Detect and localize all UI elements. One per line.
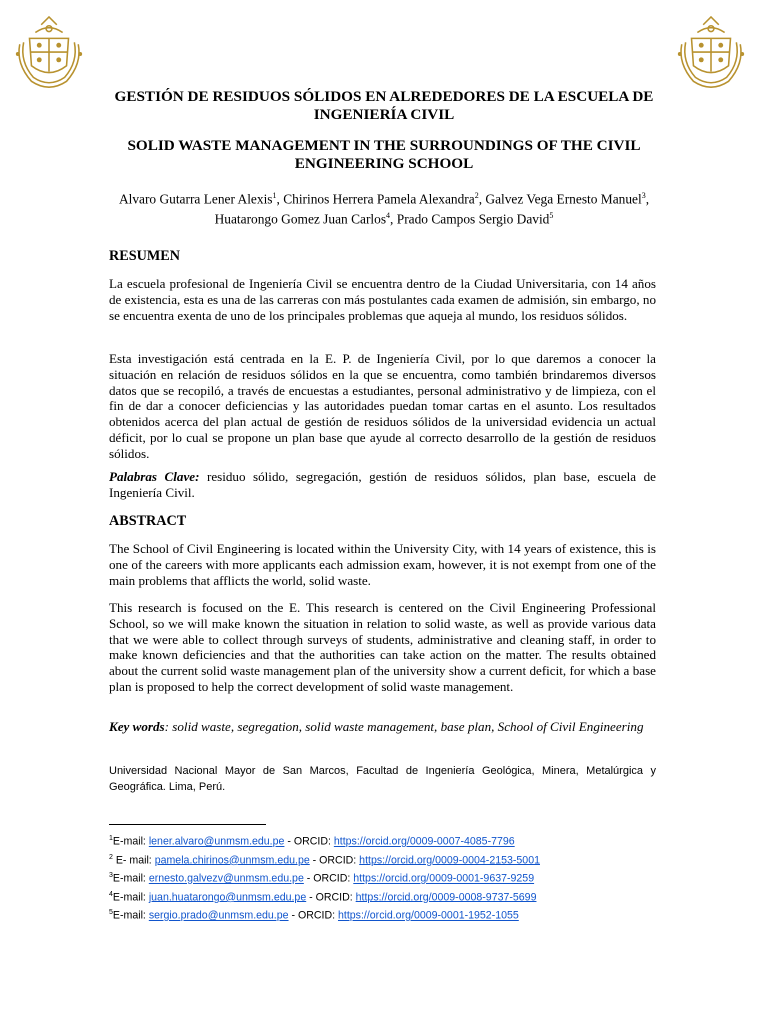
footnote-separator-text: - ORCID: [303,872,354,885]
author-ref: 5 [549,211,554,221]
footnote-list [109,831,709,924]
orcid-link[interactable]: https://orcid.org/0009-0007-4085-7796 [333,835,515,848]
key-words [109,719,656,735]
footnote-label: E-mail: [112,909,149,922]
abstract-paragraph-1: The School of Civil Engineering is located within the University City, with 14 years of existence, this is one of the careers with more applicants each admission exam, however, it is not exempt from one of the main problems that afflicts the world, solid waste. [109,541,656,588]
footnote-ref: 5 [109,909,113,917]
email-link[interactable]: lener.alvaro@unmsm.edu.pe [148,835,285,848]
university-seal-left [10,14,88,94]
footnote-separator [109,824,266,825]
footnote-ref: 4 [109,890,113,898]
footnote-label: E-mail: [112,835,149,848]
abstract-heading: ABSTRACT [109,513,187,529]
author-name: Chirinos Herrera Pamela Alexandra [283,191,475,207]
footnote-separator-text: - ORCID: [284,835,334,848]
footnote-label: E-mail: [112,891,149,904]
footnote-separator-text: - ORCID: [288,909,338,922]
author-name: Huatarongo Gomez Juan Carlos [214,211,387,227]
paper-title-english: SOLID WASTE MANAGEMENT IN THE SURROUNDINGS OF THE CIVIL ENGINEERING SCHOOL [127,137,641,172]
paper-title-spanish: GESTIÓN DE RESIDUOS SÓLIDOS EN ALREDEDORES DE LA ESCUELA DE INGENIERÍA CIVIL [114,88,654,123]
author-ref: 3 [641,191,646,200]
orcid-link[interactable]: https://orcid.org/0009-0008-9737-5699 [355,891,537,904]
footnote-item [109,905,709,924]
author-ref: 2 [474,191,479,200]
email-link[interactable]: juan.huatarongo@unmsm.edu.pe [148,891,307,904]
keywords-en: : solid waste, segregation, solid waste management, base plan, School of Civil Engineering [164,719,644,734]
email-link[interactable]: sergio.prado@unmsm.edu.pe [148,909,289,922]
footnote-item [109,831,709,850]
palabras-clave [109,469,656,501]
footnote-label: E-mail: [112,872,149,885]
email-link[interactable]: pamela.chirinos@unmsm.edu.pe [154,854,310,867]
footnote-separator-text: - ORCID: [306,891,356,904]
author-list: Alvaro Gutarra Lener Alexis$^1$, Chirinos Herrera Pamela Alexandra$^2$, Galvez Vega Ernesto Manuel$^3$, Huatarongo Gomez Juan Carlos$^4$, Prado Campos Sergio David$^5$ [118,191,650,227]
author-name: Prado Campos Sergio David [396,211,550,227]
footnote-ref: 2 [109,853,113,861]
footnote-item [109,887,709,906]
resumen-paragraph-1: La escuela profesional de Ingeniería Civil se encuentra dentro de la Ciudad Universitaria, con 14 años de existencia, esta es una de las carreras con más postulantes cada examen de admisión, sin embargo, no se encuentra exenta de uno de los principales problemas que aqueja al mundo, los residuos sólidos. [109,276,656,323]
keywords-es: residuo sólido, segregación, gestión de residuos sólidos, plan base, escuela de Ingeniería Civil. [109,469,656,500]
author-name: Galvez Vega Ernesto Manuel [485,191,642,207]
keywords-label-es: Palabras Clave: [109,469,200,484]
orcid-link[interactable]: https://orcid.org/0009-0001-9637-9259 [353,872,535,885]
email-link[interactable]: ernesto.galvezv@unmsm.edu.pe [148,872,304,885]
footnote-ref: 3 [109,872,113,880]
author-ref: 1 [272,191,277,200]
footnote-ref: 1 [109,835,113,842]
orcid-link[interactable]: https://orcid.org/0009-0004-2153-5001 [359,854,540,867]
author-ref: 4 [386,211,391,221]
footnote-item [109,868,709,887]
footnote-item [109,850,709,869]
resumen-heading: RESUMEN [109,248,180,264]
footnote-label: E- mail: [112,854,155,867]
resumen-paragraph-2: Esta investigación está centrada en la E. P. de Ingeniería Civil, por lo que daremos a conocer la situación en relación de residuos sólidos en la que se encuentra, como también brindaremos diversos datos que se recopiló, a través de encuestas a estudiantes, personal administrativo y de limpieza, con el fin de dar a conocer deficiencias y las autoridades puedan tomar cartas en el asunto. Los resultados obtenidos acerca del plan actual de gestión de residuos sólidos de la universidad evidencia un actual déficit, por lo cual se propone un plan base que ayude al correcto desarrollo de la gestión de residuos sólidos. [109,351,656,461]
orcid-link[interactable]: https://orcid.org/0009-0001-1952-1055 [337,909,519,922]
affiliation: Universidad Nacional Mayor de San Marcos, Facultad de Ingeniería Geológica, Minera, Metalúrgica y Geográfica. Lima, Perú. [109,765,656,793]
footnote-separator-text: - ORCID: [309,854,360,867]
keywords-label-en: Key words [109,719,165,734]
abstract-paragraph-2: This research is focused on the E. This research is centered on the Civil Engineering Professional School, so we will make known the situation in relation to solid waste, as well as provide various data that we were able to collect through surveys of students, administrative and cleaning staff, in order to make known deficiencies and that the authorities can take action on the matter. The results obtained about the current solid waste management plan of the university show a current deficit, for which a base plan is proposed to help the correct development of solid waste management. [109,600,656,694]
author-name: Alvaro Gutarra Lener Alexis [118,191,273,207]
university-seal-right [672,14,750,94]
